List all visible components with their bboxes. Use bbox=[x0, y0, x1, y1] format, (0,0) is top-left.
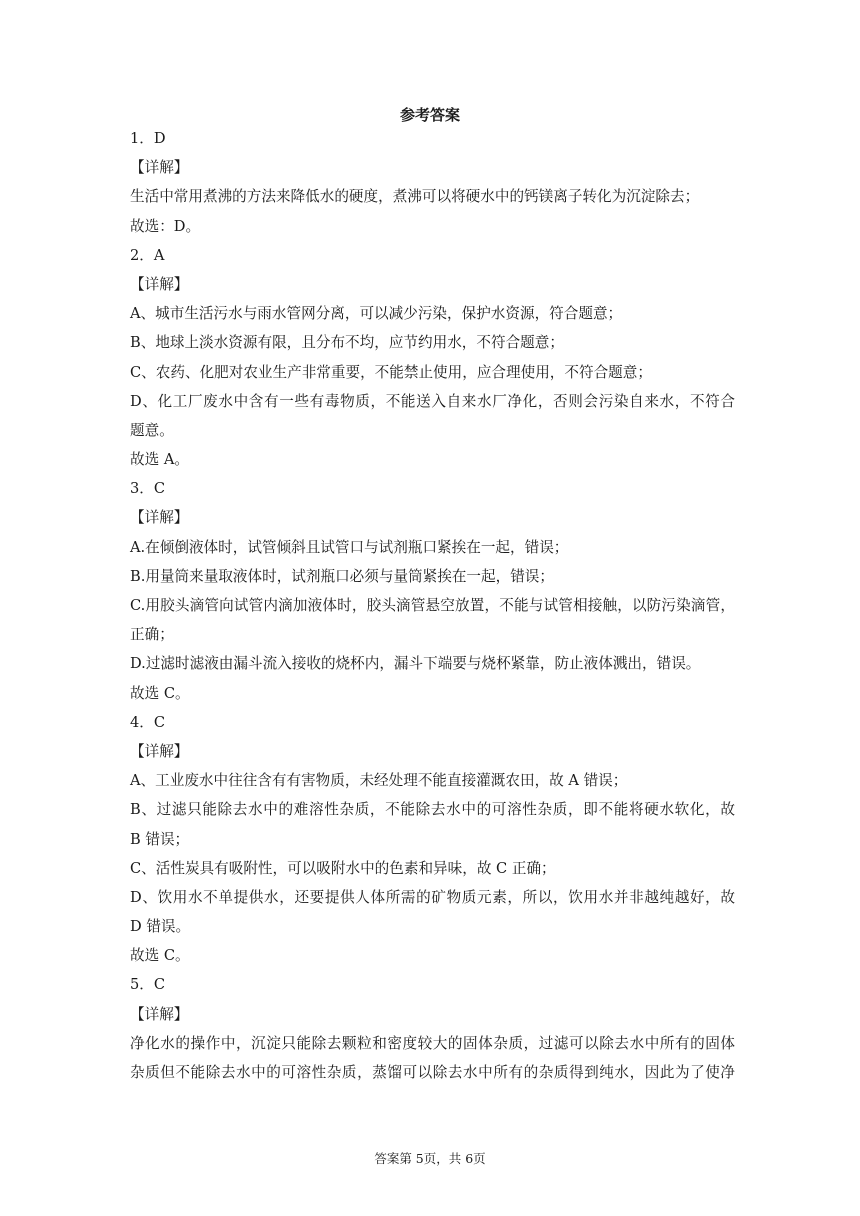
explanation-tag: 【详解】 bbox=[130, 742, 189, 760]
answer-number: 2．A bbox=[130, 246, 165, 264]
explanation-line: B、过滤只能除去水中的难溶性杂质，不能除去水中的可溶性杂质，即不能将硬水软化，故 bbox=[130, 801, 735, 819]
page-footer: 答案第 5页，共 6页 bbox=[374, 1151, 486, 1166]
answer-number: 3．C bbox=[130, 480, 166, 498]
explanation-line: B.用量筒来量取液体时，试剂瓶口必须与量筒紧挨在一起，错误； bbox=[130, 567, 554, 585]
answer-number: 4．C bbox=[130, 713, 166, 731]
explanation-line: 故选：D。 bbox=[130, 217, 201, 235]
explanation-line: D 错误。 bbox=[130, 918, 191, 936]
explanation-line: 故选 C。 bbox=[130, 947, 190, 965]
explanation-line: 题意。 bbox=[130, 421, 174, 439]
answer-content bbox=[130, 124, 735, 1087]
explanation-line: C、农药、化肥对农业生产非常重要，不能禁止使用，应合理使用，不符合题意； bbox=[130, 363, 652, 381]
explanation-line: D、饮用水不单提供水，还要提供人体所需的矿物质元素，所以，饮用水并非越纯越好，故 bbox=[130, 888, 735, 906]
explanation-line: A、城市生活污水与雨水管网分离，可以减少污染，保护水资源，符合题意； bbox=[130, 305, 623, 323]
explanation-tag: 【详解】 bbox=[130, 275, 189, 293]
page-title: 参考答案 bbox=[399, 106, 460, 124]
explanation-line: C.用胶头滴管向试管内滴加液体时，胶头滴管悬空放置，不能与试管相接触，以防污染滴管， bbox=[130, 597, 735, 614]
explanation-line: A、工业废水中往往含有有害物质，未经处理不能直接灌溉农田，故 A 错误； bbox=[130, 772, 628, 790]
explanation-line: 生活中常用煮沸的方法来降低水的硬度，煮沸可以将硬水中的钙镁离子转化为沉淀除去； bbox=[130, 188, 700, 206]
explanation-line: D、化工厂废水中含有一些有毒物质，不能送入自来水厂净化，否则会污染自来水，不符合 bbox=[130, 392, 735, 410]
explanation-line: B 错误； bbox=[130, 830, 190, 848]
explanation-line: C、活性炭具有吸附性，可以吸附水中的色素和异味，故 C 正确； bbox=[130, 859, 556, 877]
explanation-tag: 【详解】 bbox=[130, 509, 189, 527]
explanation-line: D.过滤时滤液由漏斗流入接收的烧杯内，漏斗下端要与烧杯紧靠，防止液体溅出，错误。 bbox=[130, 655, 701, 673]
explanation-line: A.在倾倒液体时，试管倾斜且试管口与试剂瓶口紧挨在一起，错误； bbox=[130, 538, 569, 556]
explanation-line: 杂质但不能除去水中的可溶性杂质，蒸馏可以除去水中所有的杂质得到纯水，因此为了使净 bbox=[130, 1064, 735, 1081]
explanation-tag: 【详解】 bbox=[130, 1005, 189, 1023]
explanation-line: 故选 A。 bbox=[130, 451, 189, 469]
explanation-tag: 【详解】 bbox=[130, 159, 189, 177]
explanation-line: 净化水的操作中，沉淀只能除去颗粒和密度较大的固体杂质，过滤可以除去水中所有的固体 bbox=[130, 1034, 735, 1052]
answer-number: 1．D bbox=[130, 130, 166, 147]
explanation-line: 正确； bbox=[130, 626, 174, 644]
explanation-line: B、地球上淡水资源有限，且分布不均，应节约用水，不符合题意； bbox=[130, 334, 564, 352]
explanation-line: 故选 C。 bbox=[130, 684, 190, 702]
answer-number: 5．C bbox=[130, 976, 166, 994]
